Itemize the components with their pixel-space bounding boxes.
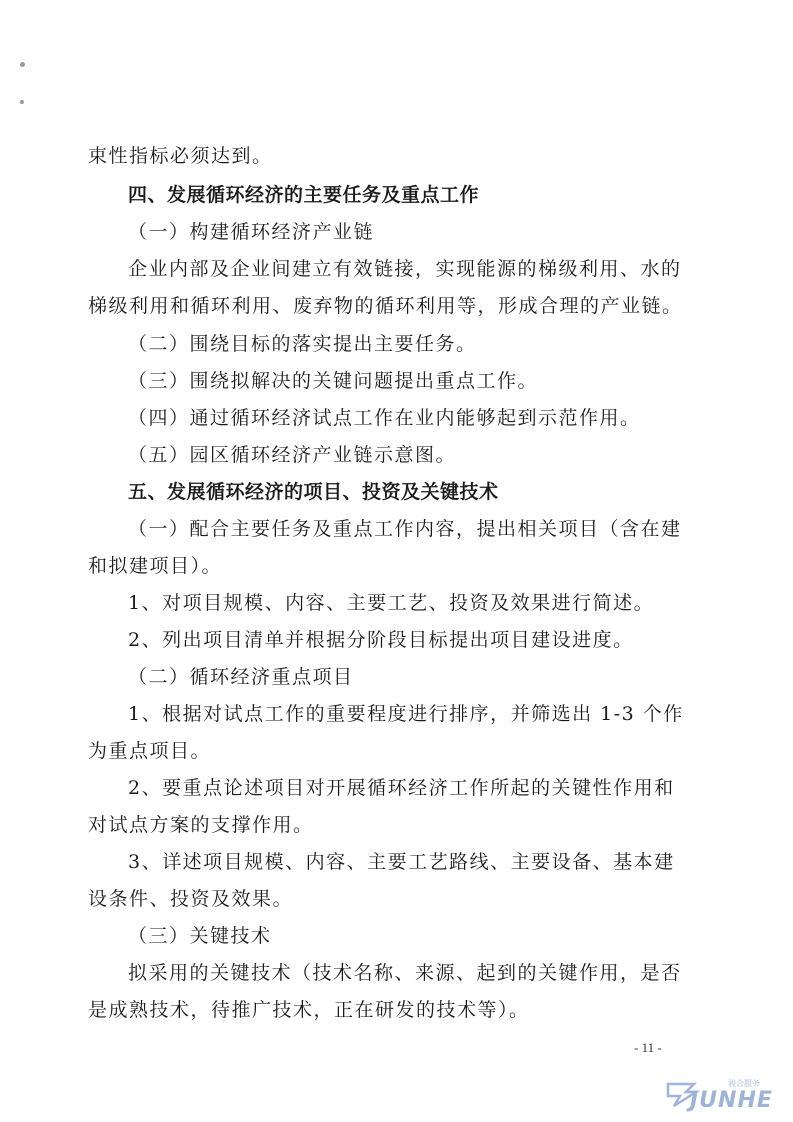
scan-speck <box>20 62 25 67</box>
text-line: 设条件、投资及效果。 <box>88 888 294 910</box>
watermark-logo <box>664 1078 780 1114</box>
text-line: 3、详述项目规模、内容、主要工艺路线、主要设备、基本建 <box>128 851 675 873</box>
text-line: （五）园区循环经济产业链示意图。 <box>128 444 457 466</box>
text-line: 拟采用的关键技术（技术名称、来源、起到的关键作用，是否 <box>128 962 682 984</box>
text-line: 企业内部及企业间建立有效链接，实现能源的梯级利用、水的 <box>128 258 682 280</box>
text-line: 为重点项目。 <box>88 740 212 762</box>
text-line: 对试点方案的支撑作用。 <box>88 814 314 836</box>
text-line: 1、对项目规模、内容、主要工艺、投资及效果进行简述。 <box>128 592 655 614</box>
subsection-heading: （二）循环经济重点项目 <box>128 666 354 688</box>
page-number: - 11 - <box>634 1040 662 1055</box>
logo-small-text: 骏合服务 <box>728 1079 760 1088</box>
text-line: （四）通过循环经济试点工作在业内能够起到示范作用。 <box>128 407 641 429</box>
text-line: 1、根据对试点工作的重要程度进行排序，并筛选出 1-3 个作 <box>128 703 684 725</box>
section-heading: 四、发展循环经济的主要任务及重点工作 <box>128 184 480 206</box>
text-line: 和拟建项目）。 <box>88 555 223 577</box>
text-line: （一）配合主要任务及重点工作内容，提出相关项目（含在建 <box>128 518 682 540</box>
text-line: 2、列出项目清单并根据分阶段目标提出项目建设进度。 <box>128 629 634 651</box>
logo-text: JUNHE <box>690 1088 773 1113</box>
section-heading: 五、发展循环经济的项目、投资及关键技术 <box>128 481 499 503</box>
text-line: 是成熟技术，待推广技术，正在研发的技术等）。 <box>88 999 530 1021</box>
subsection-heading: （一）构建循环经济产业链 <box>128 221 375 243</box>
scan-speck <box>20 100 24 104</box>
text-line: （二）围绕目标的落实提出主要任务。 <box>128 333 477 355</box>
text-line: 束性指标必须达到。 <box>88 145 273 167</box>
text-line: （三）围绕拟解决的关键问题提出重点工作。 <box>128 370 539 392</box>
subsection-heading: （三）关键技术 <box>128 925 272 947</box>
text-line: 2、要重点论述项目对开展循环经济工作所起的关键性作用和 <box>128 777 675 799</box>
text-line: 梯级利用和循环利用、废弃物的循环利用等，形成合理的产业链。 <box>88 295 683 317</box>
